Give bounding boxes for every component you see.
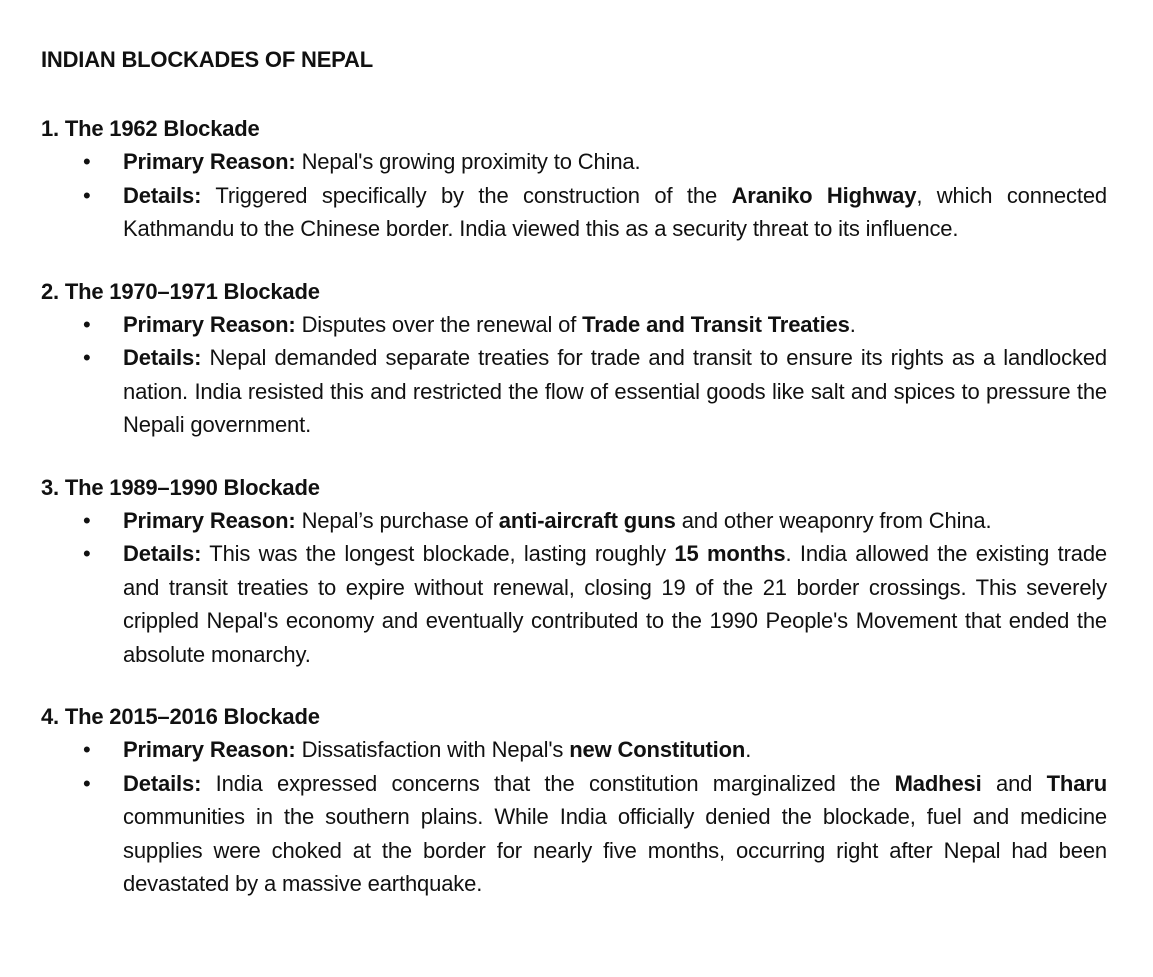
primary-reason-item: [41, 308, 1107, 342]
item-label: Primary Reason:: [123, 311, 296, 337]
body-text: communities in the southern plains. While India officially denied the blockade, fuel and medicine supplies were choked at the border for nearly five months, occurring right after Nepal had been devastated by a massive earthquake.: [123, 804, 1107, 896]
emphasis-text: Trade and Transit Treaties: [582, 311, 850, 337]
section-3: [41, 472, 1107, 672]
sections-container: [41, 113, 1107, 901]
emphasis-text: new Constitution: [569, 737, 746, 762]
bullet-list: [41, 733, 1107, 901]
bullet-list: [41, 308, 1107, 442]
emphasis-text: Araniko Highway: [731, 182, 917, 208]
body-text: .: [745, 737, 752, 762]
item-label: Primary Reason:: [123, 507, 296, 533]
body-text: India expressed concerns that the constitution marginalized the: [201, 770, 895, 796]
bullet-icon: •: [83, 507, 91, 533]
primary-reason-item: [41, 145, 1107, 179]
body-text: and: [981, 770, 1047, 796]
item-label: Details:: [123, 541, 202, 566]
item-label: Details:: [123, 182, 202, 208]
body-text: Triggered specifically by the construction of the: [201, 182, 732, 208]
body-text: . India allowed the existing trade and transit treaties to expire without renewal, closing 19 of the 21 border crossings. This severely crippled Nepal's economy and eventually contributed to the 1990 People's Movement that ended the absolute monarchy.: [123, 541, 1108, 667]
section-1: [41, 113, 1107, 246]
body-text: Nepal's growing proximity to China.: [295, 149, 641, 174]
item-label: Details:: [123, 345, 202, 370]
bullet-list: [41, 504, 1107, 672]
bullet-icon: •: [83, 149, 91, 174]
details-item: [41, 341, 1107, 442]
body-text: Nepal’s purchase of: [295, 507, 499, 533]
bullet-list: [41, 145, 1107, 246]
details-item: [41, 537, 1107, 671]
primary-reason-item: [41, 504, 1107, 538]
body-text: .: [849, 311, 856, 337]
section-4: [41, 701, 1107, 901]
document-title: INDIAN BLOCKADES OF NEPAL: [41, 47, 373, 72]
section-heading: 3. The 1989–1990 Blockade: [41, 474, 320, 500]
bullet-icon: •: [83, 541, 91, 566]
bullet-icon: •: [83, 311, 91, 337]
details-item: [41, 179, 1107, 246]
item-label: Details:: [123, 770, 202, 796]
bullet-icon: •: [83, 345, 91, 370]
bullet-icon: •: [83, 770, 91, 796]
bullet-icon: •: [83, 737, 91, 762]
bullet-icon: •: [83, 182, 91, 208]
body-text: Nepal demanded separate treaties for trade and transit to ensure its rights as a landlocked nation. India resisted this and restricted the flow of essential goods like salt and spices to pressure the Nepali government.: [123, 345, 1107, 437]
item-label: Primary Reason:: [123, 737, 296, 762]
primary-reason-item: [41, 733, 1107, 767]
emphasis-text: Tharu: [1046, 770, 1107, 796]
body-text: , which connected Kathmandu to the Chinese border. India viewed this as a security threat to its influence.: [123, 182, 1107, 241]
body-text: Disputes over the renewal of: [295, 311, 583, 337]
section-heading: 1. The 1962 Blockade: [41, 116, 260, 141]
emphasis-text: 15 months: [674, 541, 786, 566]
item-label: Primary Reason:: [123, 149, 296, 174]
emphasis-text: Madhesi: [894, 770, 982, 796]
body-text: Dissatisfaction with Nepal's: [295, 737, 570, 762]
body-text: This was the longest blockade, lasting roughly: [201, 541, 675, 566]
section-2: [41, 276, 1107, 442]
details-item: [41, 767, 1107, 901]
body-text: and other weaponry from China.: [675, 507, 992, 533]
emphasis-text: anti-aircraft guns: [498, 507, 676, 533]
section-heading: 4. The 2015–2016 Blockade: [41, 704, 320, 729]
section-heading: 2. The 1970–1971 Blockade: [41, 278, 320, 304]
